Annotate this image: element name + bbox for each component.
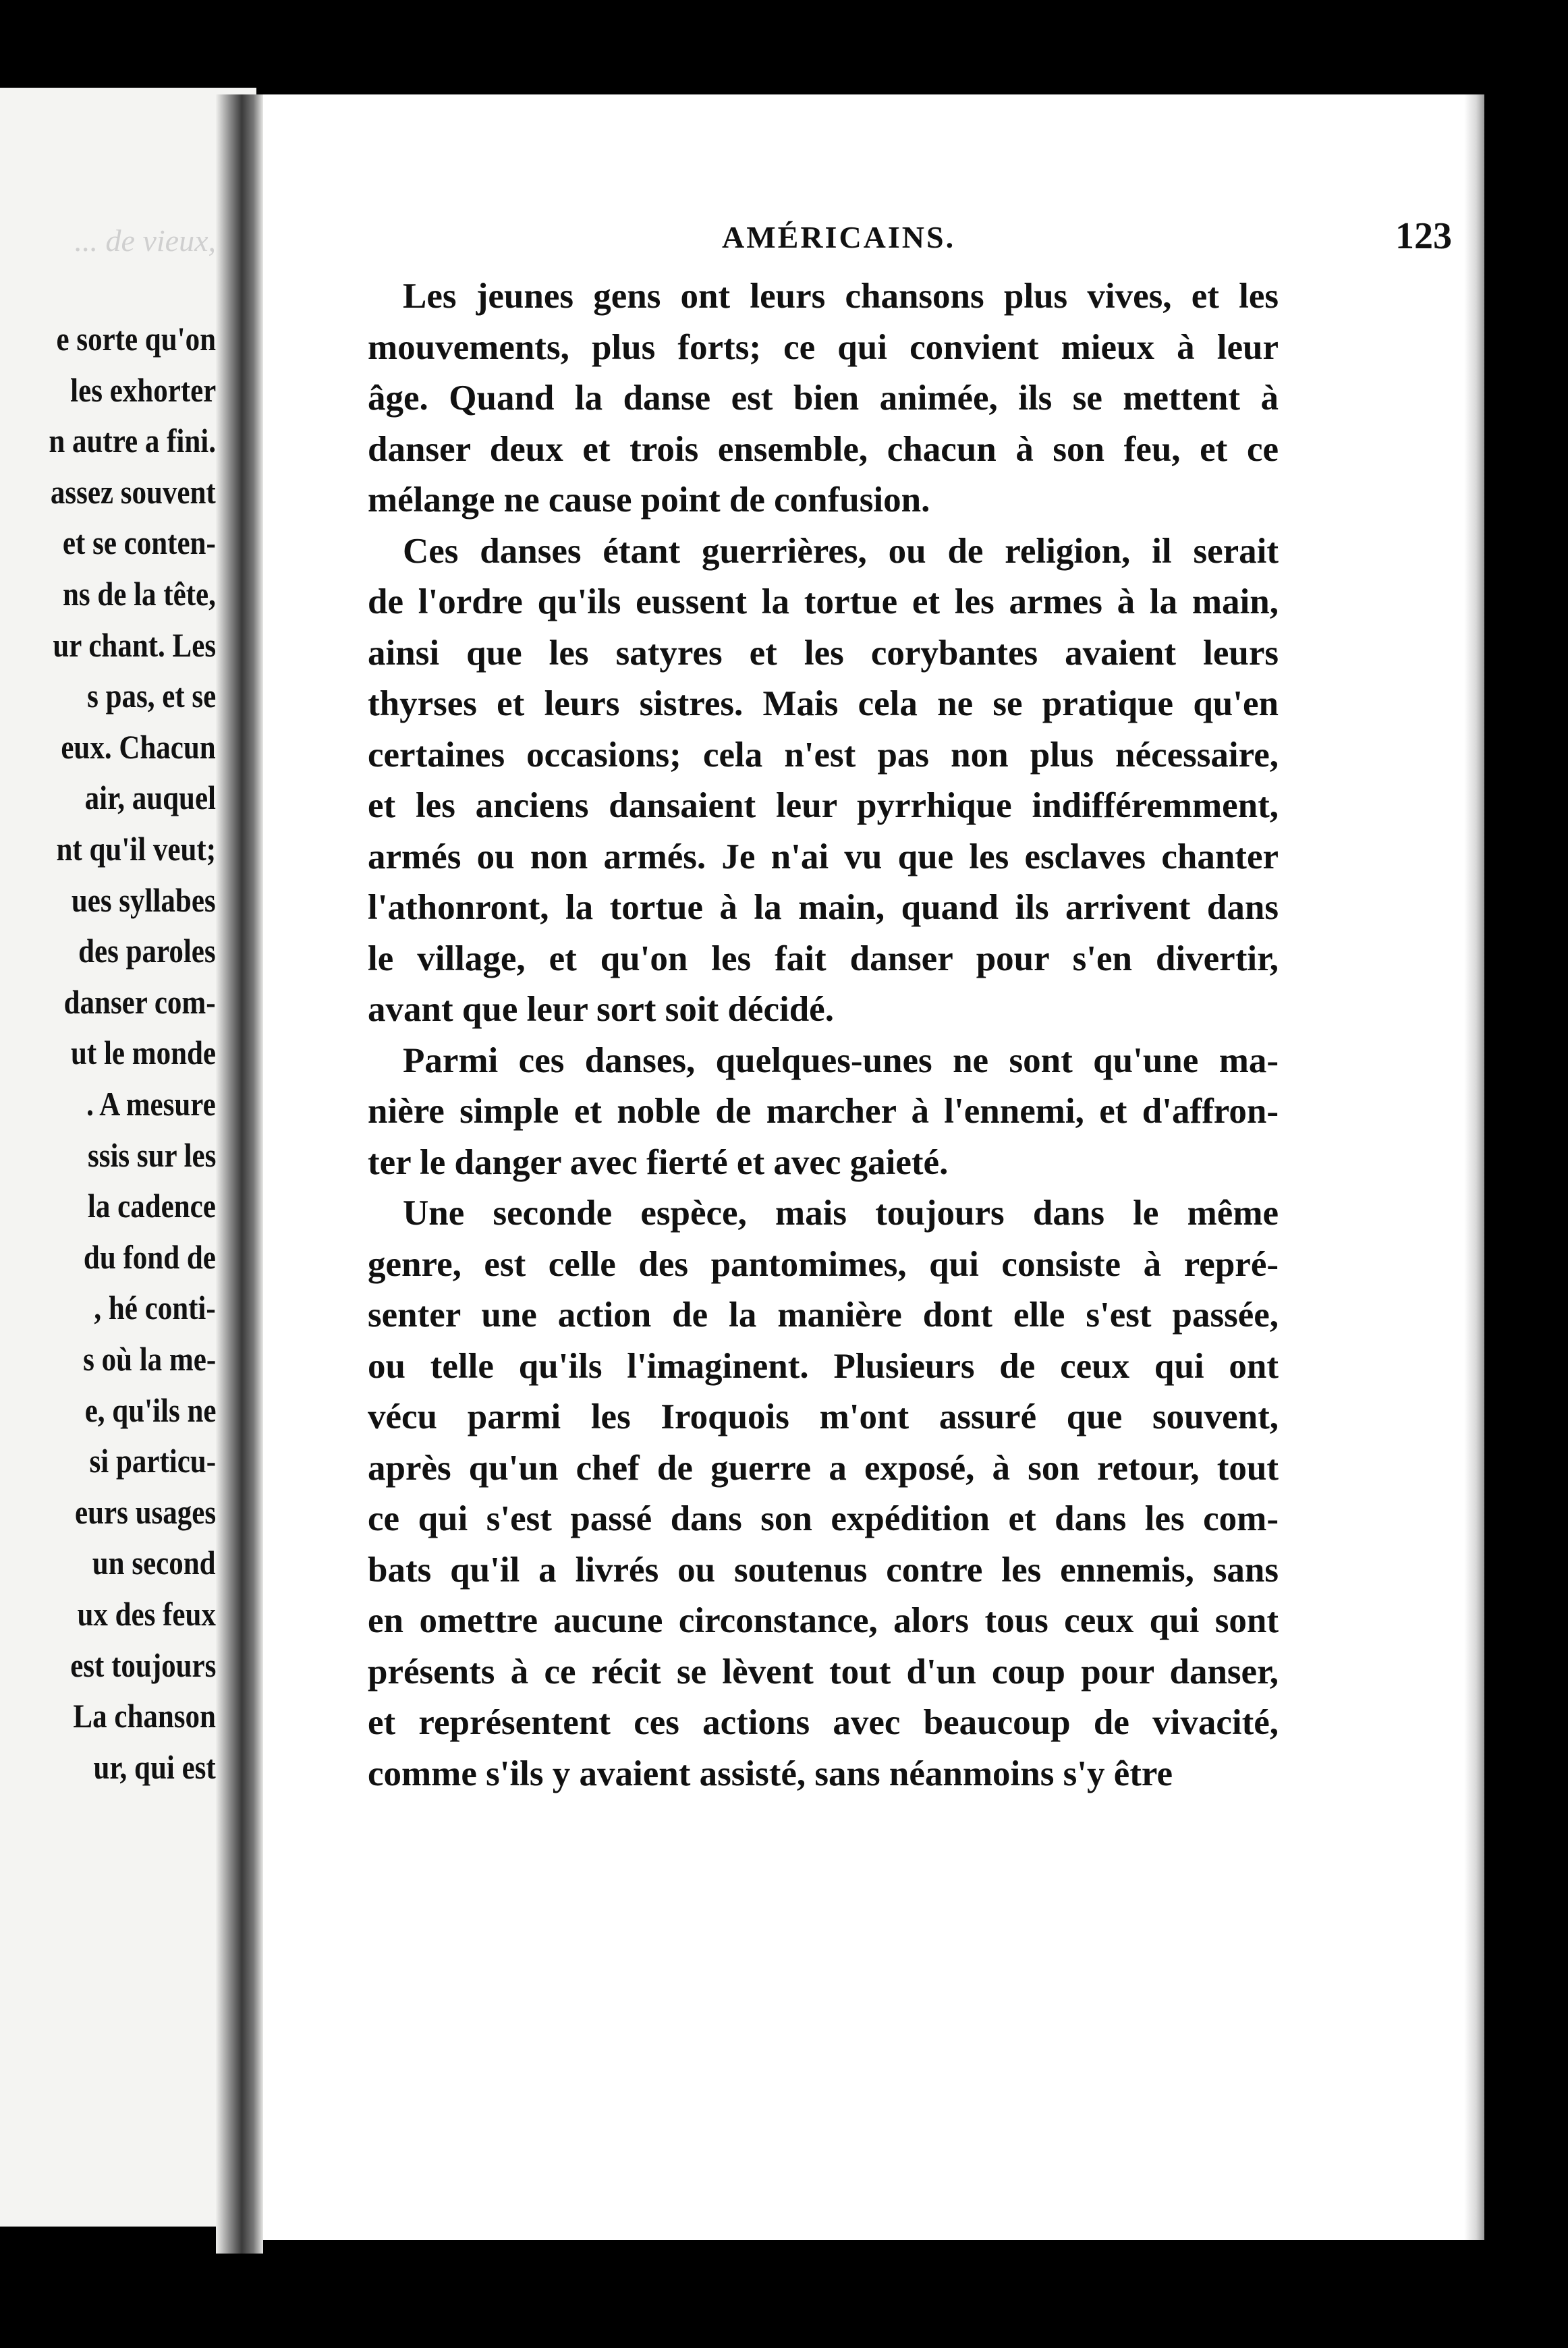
text-line: armés ou non armés. Je n'ai vu que les esclaves chanter (368, 837, 1279, 876)
left-page-line: ut le monde (71, 1034, 216, 1072)
body-text (368, 271, 1279, 1799)
page-number: 123 (1395, 215, 1452, 257)
left-page-line: e, qu'ils ne (84, 1391, 216, 1429)
left-page-line: n autre a fini. (49, 422, 216, 460)
text-line: danser deux et trois ensemble, chacun à son feu, et ce (368, 429, 1279, 469)
left-page-line: eurs usages (74, 1492, 216, 1531)
text-line: senter une action de la manière dont elle s'est passée, (368, 1295, 1279, 1335)
text-line: Parmi ces danses, quelques-unes ne sont qu'une ma- (403, 1040, 1279, 1080)
left-page-line: , hé conti- (94, 1289, 216, 1327)
text-line: en omettre aucune circonstance, alors tous ceux qui sont (368, 1601, 1279, 1640)
left-page-line: est toujours (69, 1646, 216, 1684)
text-line: ou telle qu'ils l'imaginent. Plusieurs de ceux qui ont (368, 1346, 1279, 1386)
text-line: l'athonront, la tortue à la main, quand ils arrivent dans (368, 888, 1279, 927)
text-line: avant que leur sort soit décidé. (368, 990, 834, 1029)
left-page-line: un second (92, 1544, 216, 1582)
left-page-line: La chanson (73, 1697, 216, 1735)
paragraph (368, 1188, 1279, 1799)
text-line: certaines occasions; cela n'est pas non plus nécessaire, (368, 735, 1279, 775)
left-page-line: . A mesure (86, 1085, 216, 1123)
left-page-line: s où la me- (82, 1340, 216, 1378)
text-line: vécu parmi les Iroquois m'ont assuré que souvent, (368, 1397, 1279, 1436)
text-line: Une seconde espèce, mais toujours dans le même (403, 1194, 1279, 1233)
text-line: présents à ce récit se lèvent tout d'un coup pour danser, (368, 1652, 1279, 1692)
right-page (263, 94, 1484, 2240)
text-line: mouvements, plus forts; ce qui convient mieux à leur (368, 327, 1279, 367)
book-gutter (216, 94, 263, 2254)
left-page-line: air, auquel (84, 779, 216, 817)
left-page-line: la cadence (88, 1187, 216, 1225)
left-page-line: des paroles (78, 932, 216, 970)
left-page-line: ues syllabes (72, 881, 216, 919)
left-page-line: ssis sur les (87, 1136, 216, 1174)
left-page-line: ux des feux (77, 1595, 216, 1633)
left-page-line: e sorte qu'on (56, 320, 216, 358)
left-page-line: les exhorter (69, 370, 216, 409)
left-page-line: du fond de (84, 1237, 216, 1276)
text-line: ce qui s'est passé dans son expédition et dans les com- (368, 1499, 1279, 1538)
paragraph (368, 526, 1279, 1036)
page-edge (1464, 94, 1484, 2240)
text-line: et représentent ces actions avec beaucoup de vivacité, (368, 1703, 1279, 1742)
left-page-line: s pas, et se (86, 677, 216, 715)
text-line: après qu'un chef de guerre a exposé, à son retour, tout (368, 1448, 1279, 1488)
text-line: ainsi que les satyres et les corybantes avaient leurs (368, 633, 1279, 673)
left-page-line: danser com- (64, 982, 216, 1021)
left-page-line: si particu- (89, 1442, 216, 1480)
text-line: et les anciens dansaient leur pyrrhique indifféremment, (368, 786, 1279, 825)
paragraph (368, 1036, 1279, 1189)
text-line: thyrses et leurs sistres. Mais cela ne se pratique qu'en (368, 684, 1279, 723)
text-line: mélange ne cause point de confusion. (368, 480, 930, 520)
left-page-line: nt qu'il veut; (56, 830, 216, 868)
text-line: Ces danses étant guerrières, ou de religion, il serait (403, 531, 1279, 571)
left-page-line: eux. Chacun (61, 727, 216, 766)
left-page-bleed-text: ... de vieux, (74, 223, 216, 258)
text-line: Les jeunes gens ont leurs chansons plus vives, et les (403, 277, 1279, 316)
text-line: bats qu'il a livrés ou soutenus contre les ennemis, sans (368, 1550, 1279, 1590)
text-line: genre, est celle des pantomimes, qui consiste à repré- (368, 1244, 1279, 1284)
text-line: âge. Quand la danse est bien animée, ils se mettent à (368, 379, 1279, 418)
paragraph (368, 271, 1279, 526)
left-page-line: assez souvent (51, 472, 216, 511)
left-page-line: et se conten- (63, 524, 216, 562)
left-page-line: ur, qui est (93, 1748, 216, 1786)
text-line: nière simple et noble de marcher à l'ennemi, et d'affron- (368, 1092, 1279, 1131)
left-page-line: ns de la tête, (63, 575, 216, 613)
text-line: de l'ordre qu'ils eussent la tortue et les armes à la main, (368, 582, 1279, 621)
text-line: ter le danger avec fierté et avec gaieté. (368, 1142, 949, 1182)
left-page-line: ur chant. Les (53, 625, 216, 664)
text-line: comme s'ils y avaient assisté, sans néanmoins s'y être (368, 1754, 1173, 1793)
running-head: AMÉRICAINS. (722, 220, 956, 254)
text-line: le village, et qu'on les fait danser pour s'en divertir, (368, 939, 1279, 978)
